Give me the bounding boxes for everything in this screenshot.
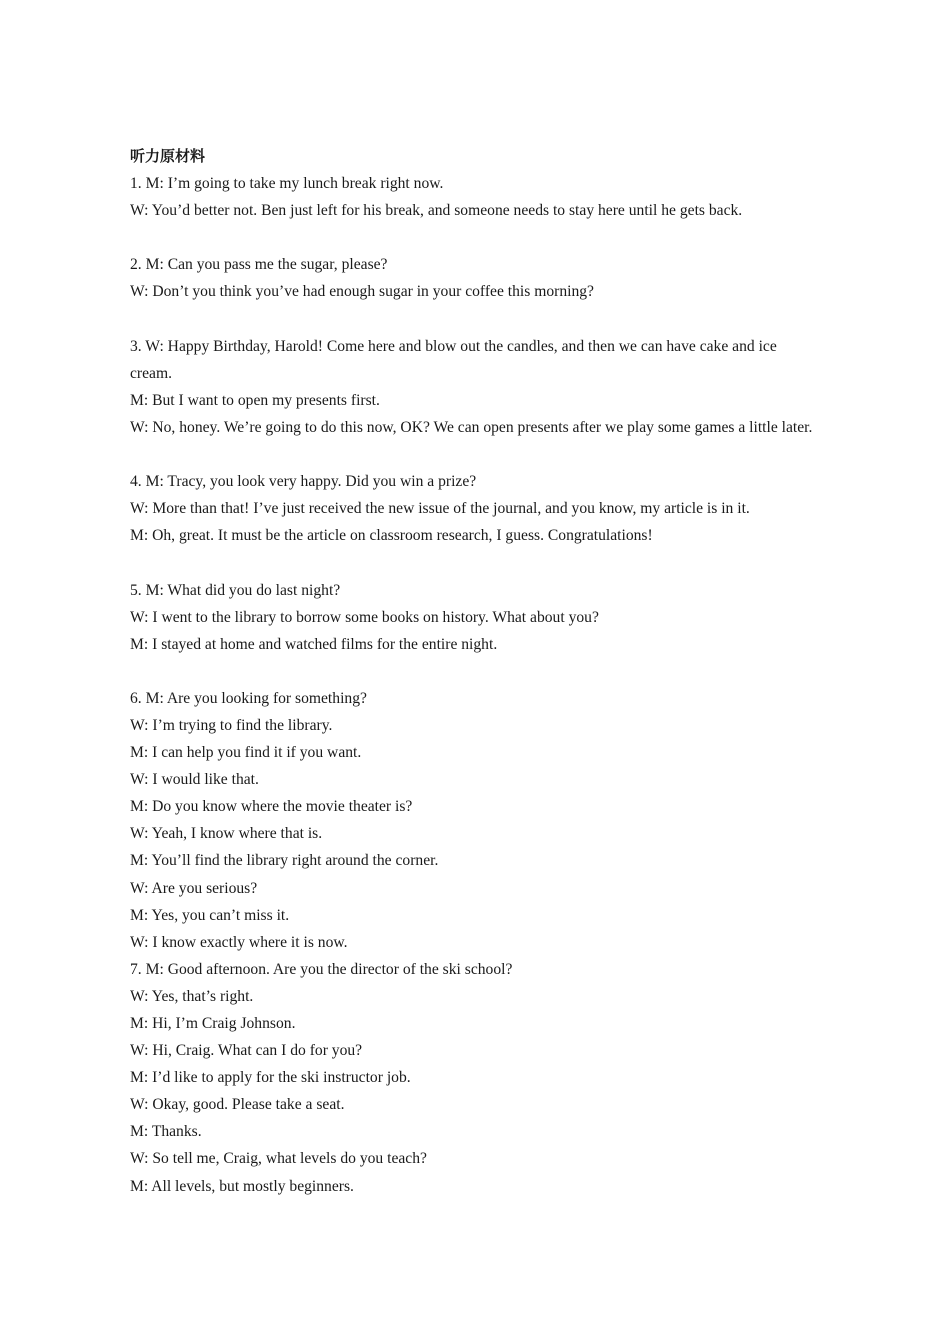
dialogue-line: W: I would like that. [130, 771, 259, 789]
dialogue-line: M: Oh, great. It must be the article on classroom research, I guess. Congratulations! [130, 527, 653, 545]
dialogue-line: W: So tell me, Craig, what levels do you teach? [130, 1150, 427, 1168]
dialogue-spacer [130, 306, 820, 333]
dialogue-line: M: Yes, you can’t miss it. [130, 906, 290, 924]
dialogue-block [130, 577, 820, 658]
dialogue-block [130, 685, 820, 1200]
dialogue-line: M: I can help you find it if you want. [130, 744, 362, 762]
dialogue-line: M: Thanks. [130, 1123, 202, 1141]
dialogue-line: W: Yes, that’s right. [130, 987, 254, 1005]
dialogue-line: 4. M: Tracy, you look very happy. Did you win a prize? [130, 473, 477, 491]
dialogue-line: M: Do you know where the movie theater is? [130, 798, 413, 816]
dialogue-line: M: All levels, but mostly beginners. [130, 1177, 354, 1195]
dialogue-line: W: Okay, good. Please take a seat. [130, 1096, 345, 1114]
dialogue-line: W: I’m trying to find the library. [130, 716, 333, 734]
dialogue-line: W: Yeah, I know where that is. [130, 825, 323, 843]
dialogue-spacer [130, 658, 820, 685]
dialogue-line: M: You’ll find the library right around the corner. [130, 852, 439, 870]
dialogue-line: 5. M: What did you do last night? [130, 581, 341, 599]
dialogue-line: W: More than that! I’ve just received the new issue of the journal, and you know, my article is in it. [130, 500, 750, 518]
dialogue-block [130, 170, 820, 224]
dialogue-line: M: But I want to open my presents first. [130, 391, 380, 409]
dialogue-line: M: Hi, I’m Craig Johnson. [130, 1015, 296, 1032]
dialogue-spacer [130, 549, 820, 576]
dialogue-line: W: Are you serious? [130, 879, 258, 897]
dialogue-spacer [130, 224, 820, 251]
dialogue-list [130, 170, 820, 1200]
dialogue-line: 1. M: I’m going to take my lunch break right now. [130, 175, 444, 193]
dialogue-block [130, 251, 820, 305]
dialogue-block [130, 333, 820, 441]
dialogue-line: W: I went to the library to borrow some books on history. What about you? [130, 608, 599, 626]
dialogue-line: W: You’d better not. Ben just left for his break, and someone needs to stay here until he gets back. [130, 202, 743, 220]
dialogue-line: W: I know exactly where it is now. [130, 933, 348, 951]
dialogue-line: M: I’d like to apply for the ski instructor job. [130, 1069, 411, 1087]
dialogue-block [130, 468, 820, 549]
dialogue-line: W: Hi, Craig. What can I do for you? [130, 1042, 363, 1060]
dialogue-spacer [130, 441, 820, 468]
dialogue-line: 6. M: Are you looking for something? [130, 689, 367, 707]
dialogue-line: M: I stayed at home and watched films for the entire night. [130, 635, 498, 653]
dialogue-line: 7. M: Good afternoon. Are you the director of the ski school? [130, 960, 513, 978]
dialogue-line: W: Don’t you think you’ve had enough sugar in your coffee this morning? [130, 283, 594, 301]
document-title: 听力原材料 [130, 147, 206, 165]
dialogue-line: 3. W: Happy Birthday, Harold! Come here and blow out the candles, and then we can have cake and ice cream. [130, 337, 777, 382]
dialogue-line: W: No, honey. We’re going to do this now, OK? We can open presents after we play some games a little later. [130, 418, 813, 436]
dialogue-line: 2. M: Can you pass me the sugar, please? [130, 256, 388, 274]
document-page [130, 143, 820, 1200]
